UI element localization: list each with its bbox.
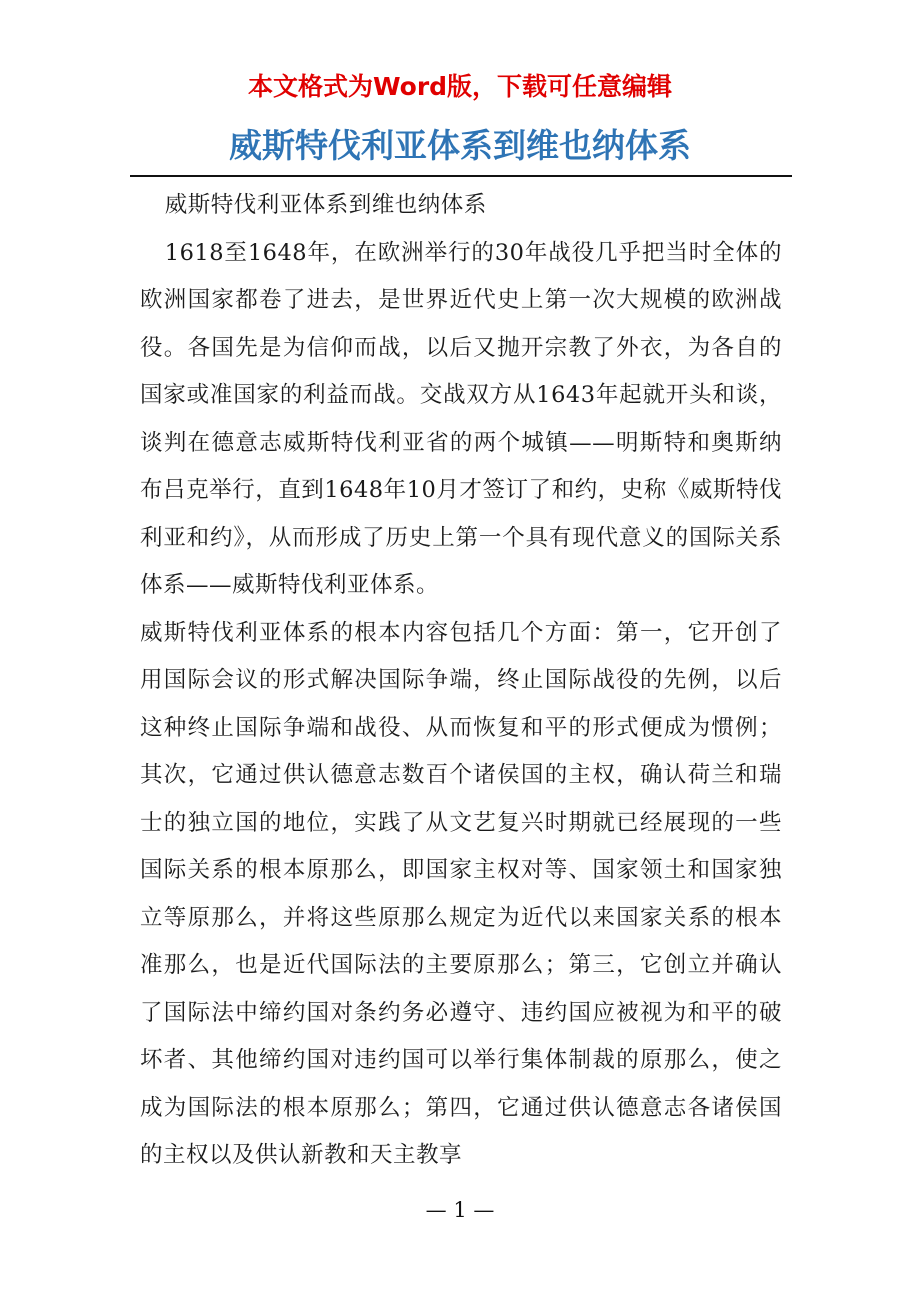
- document-title: 威斯特伐利亚体系到维也纳体系: [229, 126, 691, 165]
- format-notice-banner: 本文格式为Word版，下载可任意编辑: [247, 72, 673, 101]
- body-subtitle: 威斯特伐利亚体系到维也纳体系: [164, 192, 487, 218]
- body-paragraph: 1618至1648年，在欧洲举行的30年战役几乎把当时全体的欧洲国家都卷了进去，是世界近代史上第一次大规模的欧洲战役。各国先是为信仰而战，以后又抛开宗教了外衣，为各自的国家或准国家的利益而战。交战双方从1643年起就开头和谈，谈判在德意志威斯特伐利亚省的两个城镇——明斯特和奥斯纳布吕克举行，直到1648年10月才签订了和约，史称《威斯特伐利亚和约》，从而形成了历史上第一个具有现代意义的国际关系体系——威斯特伐利亚体系。: [140, 239, 782, 598]
- document-body: [140, 182, 782, 1180]
- title-divider: [130, 175, 792, 177]
- body-paragraph: 威斯特伐利亚体系的根本内容包括几个方面：第一，它开创了用国际会议的形式解决国际争端，终止国际战役的先例，以后这种终止国际争端和战役、从而恢复和平的形式便成为惯例；其次，它通过供认德意志数百个诸侯国的主权，确认荷兰和瑞士的独立国的地位，实践了从文艺复兴时期就已经展现的一些国际关系的根本原那么，即国家主权对等、国家领土和国家独立等原那么，并将这些原那么规定为近代以来国家关系的根本准那么，也是近代国际法的主要原那么；第三，它创立并确认了国际法中缔约国对条约务必遵守、违约国应被视为和平的破坏者、其他缔约国对违约国可以举行集体制裁的原那么，使之成为国际法的根本原那么；第四，它通过供认德意志各诸侯国的主权以及供认新教和天主教享: [140, 619, 782, 1168]
- page-number: — 1 —: [425, 1198, 495, 1222]
